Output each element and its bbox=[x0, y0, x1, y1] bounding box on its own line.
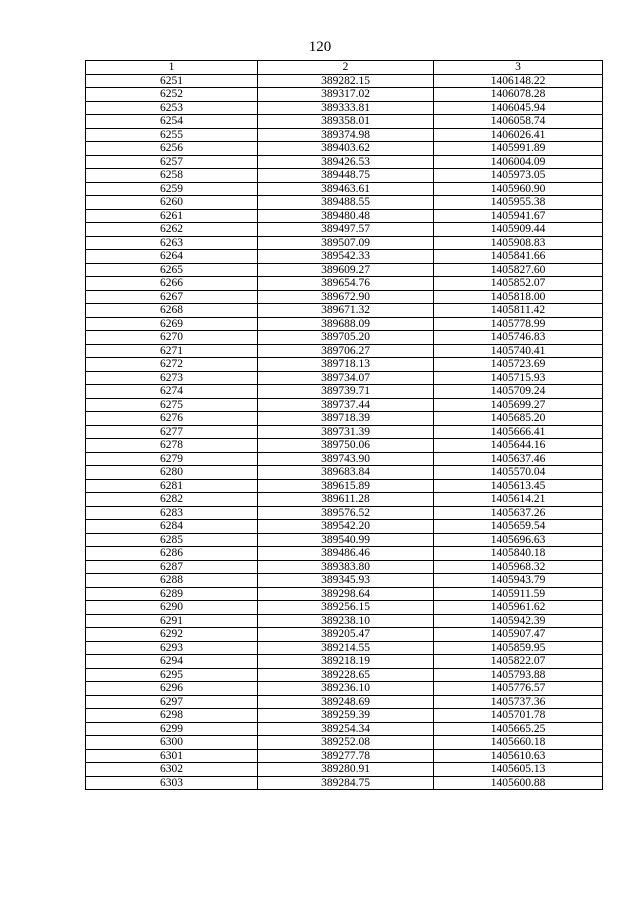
point-number-cell: 6301 bbox=[86, 749, 258, 763]
x-coordinate-cell: 389333.81 bbox=[258, 101, 434, 115]
point-number-cell: 6260 bbox=[86, 196, 258, 210]
x-coordinate-cell: 389448.75 bbox=[258, 169, 434, 183]
y-coordinate-cell: 1405840.18 bbox=[434, 547, 603, 561]
table-row bbox=[86, 169, 603, 183]
x-coordinate-cell: 389654.76 bbox=[258, 277, 434, 291]
y-coordinate-cell: 1405841.66 bbox=[434, 250, 603, 264]
x-coordinate-cell: 389259.39 bbox=[258, 709, 434, 723]
y-coordinate-cell: 1405737.36 bbox=[434, 695, 603, 709]
x-coordinate-cell: 389280.91 bbox=[258, 763, 434, 777]
x-coordinate-cell: 389214.55 bbox=[258, 641, 434, 655]
x-coordinate-cell: 389284.75 bbox=[258, 776, 434, 790]
y-coordinate-cell: 1405776.57 bbox=[434, 682, 603, 696]
y-coordinate-cell: 1405600.88 bbox=[434, 776, 603, 790]
x-coordinate-cell: 389282.15 bbox=[258, 74, 434, 88]
table-row bbox=[86, 209, 603, 223]
table-row bbox=[86, 466, 603, 480]
y-coordinate-cell: 1405660.18 bbox=[434, 736, 603, 750]
point-number-cell: 6286 bbox=[86, 547, 258, 561]
x-coordinate-cell: 389218.19 bbox=[258, 655, 434, 669]
point-number-cell: 6291 bbox=[86, 614, 258, 628]
point-number-cell: 6277 bbox=[86, 425, 258, 439]
point-number-cell: 6276 bbox=[86, 412, 258, 426]
table-row bbox=[86, 776, 603, 790]
point-number-cell: 6297 bbox=[86, 695, 258, 709]
y-coordinate-cell: 1405570.04 bbox=[434, 466, 603, 480]
y-coordinate-cell: 1405942.39 bbox=[434, 614, 603, 628]
x-coordinate-cell: 389609.27 bbox=[258, 263, 434, 277]
point-number-cell: 6272 bbox=[86, 358, 258, 372]
y-coordinate-cell: 1405793.88 bbox=[434, 668, 603, 682]
x-coordinate-cell: 389718.39 bbox=[258, 412, 434, 426]
x-coordinate-cell: 389317.02 bbox=[258, 88, 434, 102]
y-coordinate-cell: 1405907.47 bbox=[434, 628, 603, 642]
x-coordinate-cell: 389507.09 bbox=[258, 236, 434, 250]
table-body bbox=[86, 74, 603, 790]
x-coordinate-cell: 389672.90 bbox=[258, 290, 434, 304]
y-coordinate-cell: 1405613.45 bbox=[434, 479, 603, 493]
table-row bbox=[86, 331, 603, 345]
table-row bbox=[86, 479, 603, 493]
point-number-cell: 6298 bbox=[86, 709, 258, 723]
table-row bbox=[86, 101, 603, 115]
x-coordinate-cell: 389228.65 bbox=[258, 668, 434, 682]
point-number-cell: 6278 bbox=[86, 439, 258, 453]
y-coordinate-cell: 1405610.63 bbox=[434, 749, 603, 763]
point-number-cell: 6267 bbox=[86, 290, 258, 304]
point-number-cell: 6269 bbox=[86, 317, 258, 331]
x-coordinate-cell: 389480.48 bbox=[258, 209, 434, 223]
table-row bbox=[86, 614, 603, 628]
y-coordinate-cell: 1405973.05 bbox=[434, 169, 603, 183]
point-number-cell: 6257 bbox=[86, 155, 258, 169]
y-coordinate-cell: 1405614.21 bbox=[434, 493, 603, 507]
point-number-cell: 6264 bbox=[86, 250, 258, 264]
x-coordinate-cell: 389463.61 bbox=[258, 182, 434, 196]
header-row bbox=[86, 61, 603, 75]
table-row bbox=[86, 425, 603, 439]
x-coordinate-cell: 389731.39 bbox=[258, 425, 434, 439]
y-coordinate-cell: 1405778.99 bbox=[434, 317, 603, 331]
point-number-cell: 6292 bbox=[86, 628, 258, 642]
point-number-cell: 6296 bbox=[86, 682, 258, 696]
table-row bbox=[86, 223, 603, 237]
page-number: 120 bbox=[308, 39, 332, 55]
point-number-cell: 6255 bbox=[86, 128, 258, 142]
x-coordinate-cell: 389345.93 bbox=[258, 574, 434, 588]
point-number-cell: 6262 bbox=[86, 223, 258, 237]
x-coordinate-cell: 389358.01 bbox=[258, 115, 434, 129]
point-number-cell: 6299 bbox=[86, 722, 258, 736]
x-coordinate-cell: 389236.10 bbox=[258, 682, 434, 696]
table-row bbox=[86, 304, 603, 318]
table-row bbox=[86, 412, 603, 426]
table-row bbox=[86, 560, 603, 574]
point-number-cell: 6265 bbox=[86, 263, 258, 277]
point-number-cell: 6268 bbox=[86, 304, 258, 318]
point-number-cell: 6300 bbox=[86, 736, 258, 750]
table-row bbox=[86, 88, 603, 102]
y-coordinate-cell: 1405908.83 bbox=[434, 236, 603, 250]
table-row bbox=[86, 452, 603, 466]
table-row bbox=[86, 371, 603, 385]
y-coordinate-cell: 1406148.22 bbox=[434, 74, 603, 88]
y-coordinate-cell: 1405941.67 bbox=[434, 209, 603, 223]
y-coordinate-cell: 1405715.93 bbox=[434, 371, 603, 385]
x-coordinate-cell: 389254.34 bbox=[258, 722, 434, 736]
x-coordinate-cell: 389542.20 bbox=[258, 520, 434, 534]
y-coordinate-cell: 1405991.89 bbox=[434, 142, 603, 156]
x-coordinate-cell: 389739.71 bbox=[258, 385, 434, 399]
y-coordinate-cell: 1405818.00 bbox=[434, 290, 603, 304]
x-coordinate-cell: 389383.80 bbox=[258, 560, 434, 574]
table-row bbox=[86, 520, 603, 534]
table-row bbox=[86, 722, 603, 736]
x-coordinate-cell: 389750.06 bbox=[258, 439, 434, 453]
point-number-cell: 6279 bbox=[86, 452, 258, 466]
point-number-cell: 6281 bbox=[86, 479, 258, 493]
x-coordinate-cell: 389403.62 bbox=[258, 142, 434, 156]
y-coordinate-cell: 1405955.38 bbox=[434, 196, 603, 210]
point-number-cell: 6261 bbox=[86, 209, 258, 223]
point-number-cell: 6252 bbox=[86, 88, 258, 102]
column-header-2: 2 bbox=[258, 61, 434, 75]
x-coordinate-cell: 389734.07 bbox=[258, 371, 434, 385]
x-coordinate-cell: 389238.10 bbox=[258, 614, 434, 628]
y-coordinate-cell: 1405911.59 bbox=[434, 587, 603, 601]
point-number-cell: 6254 bbox=[86, 115, 258, 129]
table-row bbox=[86, 547, 603, 561]
table-row bbox=[86, 358, 603, 372]
table-row bbox=[86, 601, 603, 615]
y-coordinate-cell: 1405637.26 bbox=[434, 506, 603, 520]
y-coordinate-cell: 1405960.90 bbox=[434, 182, 603, 196]
table-row bbox=[86, 142, 603, 156]
point-number-cell: 6258 bbox=[86, 169, 258, 183]
point-number-cell: 6273 bbox=[86, 371, 258, 385]
point-number-cell: 6282 bbox=[86, 493, 258, 507]
point-number-cell: 6283 bbox=[86, 506, 258, 520]
table-row bbox=[86, 574, 603, 588]
point-number-cell: 6266 bbox=[86, 277, 258, 291]
table-row bbox=[86, 317, 603, 331]
table-row bbox=[86, 668, 603, 682]
point-number-cell: 6294 bbox=[86, 655, 258, 669]
x-coordinate-cell: 389497.57 bbox=[258, 223, 434, 237]
table-row bbox=[86, 695, 603, 709]
x-coordinate-cell: 389611.28 bbox=[258, 493, 434, 507]
x-coordinate-cell: 389743.90 bbox=[258, 452, 434, 466]
coordinates-table bbox=[85, 60, 603, 790]
table-row bbox=[86, 493, 603, 507]
table-row bbox=[86, 263, 603, 277]
table-row bbox=[86, 128, 603, 142]
table-row bbox=[86, 385, 603, 399]
y-coordinate-cell: 1406058.74 bbox=[434, 115, 603, 129]
point-number-cell: 6287 bbox=[86, 560, 258, 574]
table-row bbox=[86, 749, 603, 763]
x-coordinate-cell: 389540.99 bbox=[258, 533, 434, 547]
y-coordinate-cell: 1405852.07 bbox=[434, 277, 603, 291]
x-coordinate-cell: 389576.52 bbox=[258, 506, 434, 520]
table-row bbox=[86, 182, 603, 196]
y-coordinate-cell: 1406045.94 bbox=[434, 101, 603, 115]
y-coordinate-cell: 1405740.41 bbox=[434, 344, 603, 358]
point-number-cell: 6290 bbox=[86, 601, 258, 615]
table-row bbox=[86, 344, 603, 358]
y-coordinate-cell: 1405709.24 bbox=[434, 385, 603, 399]
point-number-cell: 6280 bbox=[86, 466, 258, 480]
y-coordinate-cell: 1405827.60 bbox=[434, 263, 603, 277]
table-row bbox=[86, 709, 603, 723]
table-row bbox=[86, 155, 603, 169]
point-number-cell: 6263 bbox=[86, 236, 258, 250]
x-coordinate-cell: 389486.46 bbox=[258, 547, 434, 561]
table-row bbox=[86, 74, 603, 88]
table-row bbox=[86, 290, 603, 304]
point-number-cell: 6275 bbox=[86, 398, 258, 412]
table-header bbox=[86, 61, 603, 75]
point-number-cell: 6288 bbox=[86, 574, 258, 588]
point-number-cell: 6251 bbox=[86, 74, 258, 88]
column-header-3: 3 bbox=[434, 61, 603, 75]
table-row bbox=[86, 641, 603, 655]
point-number-cell: 6259 bbox=[86, 182, 258, 196]
x-coordinate-cell: 389615.89 bbox=[258, 479, 434, 493]
table-row bbox=[86, 736, 603, 750]
y-coordinate-cell: 1405746.83 bbox=[434, 331, 603, 345]
table-row bbox=[86, 398, 603, 412]
x-coordinate-cell: 389705.20 bbox=[258, 331, 434, 345]
point-number-cell: 6289 bbox=[86, 587, 258, 601]
y-coordinate-cell: 1405659.54 bbox=[434, 520, 603, 534]
point-number-cell: 6302 bbox=[86, 763, 258, 777]
x-coordinate-cell: 389542.33 bbox=[258, 250, 434, 264]
table-row bbox=[86, 533, 603, 547]
table-row bbox=[86, 277, 603, 291]
x-coordinate-cell: 389298.64 bbox=[258, 587, 434, 601]
x-coordinate-cell: 389683.84 bbox=[258, 466, 434, 480]
table-row bbox=[86, 655, 603, 669]
y-coordinate-cell: 1405696.63 bbox=[434, 533, 603, 547]
y-coordinate-cell: 1405909.44 bbox=[434, 223, 603, 237]
x-coordinate-cell: 389277.78 bbox=[258, 749, 434, 763]
point-number-cell: 6295 bbox=[86, 668, 258, 682]
y-coordinate-cell: 1405961.62 bbox=[434, 601, 603, 615]
y-coordinate-cell: 1405859.95 bbox=[434, 641, 603, 655]
y-coordinate-cell: 1405701.78 bbox=[434, 709, 603, 723]
y-coordinate-cell: 1405644.16 bbox=[434, 439, 603, 453]
y-coordinate-cell: 1405822.07 bbox=[434, 655, 603, 669]
y-coordinate-cell: 1405943.79 bbox=[434, 574, 603, 588]
table-row bbox=[86, 628, 603, 642]
table-row bbox=[86, 115, 603, 129]
point-number-cell: 6271 bbox=[86, 344, 258, 358]
table-row bbox=[86, 196, 603, 210]
y-coordinate-cell: 1405637.46 bbox=[434, 452, 603, 466]
point-number-cell: 6293 bbox=[86, 641, 258, 655]
y-coordinate-cell: 1405699.27 bbox=[434, 398, 603, 412]
table-row bbox=[86, 763, 603, 777]
x-coordinate-cell: 389374.98 bbox=[258, 128, 434, 142]
x-coordinate-cell: 389718.13 bbox=[258, 358, 434, 372]
y-coordinate-cell: 1405666.41 bbox=[434, 425, 603, 439]
x-coordinate-cell: 389706.27 bbox=[258, 344, 434, 358]
point-number-cell: 6284 bbox=[86, 520, 258, 534]
x-coordinate-cell: 389671.32 bbox=[258, 304, 434, 318]
y-coordinate-cell: 1406004.09 bbox=[434, 155, 603, 169]
x-coordinate-cell: 389688.09 bbox=[258, 317, 434, 331]
table-row bbox=[86, 236, 603, 250]
x-coordinate-cell: 389488.55 bbox=[258, 196, 434, 210]
x-coordinate-cell: 389426.53 bbox=[258, 155, 434, 169]
point-number-cell: 6285 bbox=[86, 533, 258, 547]
table-row bbox=[86, 506, 603, 520]
point-number-cell: 6253 bbox=[86, 101, 258, 115]
y-coordinate-cell: 1405665.25 bbox=[434, 722, 603, 736]
x-coordinate-cell: 389256.15 bbox=[258, 601, 434, 615]
y-coordinate-cell: 1405811.42 bbox=[434, 304, 603, 318]
table-row bbox=[86, 587, 603, 601]
point-number-cell: 6274 bbox=[86, 385, 258, 399]
y-coordinate-cell: 1406078.28 bbox=[434, 88, 603, 102]
y-coordinate-cell: 1406026.41 bbox=[434, 128, 603, 142]
column-header-1: 1 bbox=[86, 61, 258, 75]
x-coordinate-cell: 389737.44 bbox=[258, 398, 434, 412]
y-coordinate-cell: 1405685.20 bbox=[434, 412, 603, 426]
x-coordinate-cell: 389205.47 bbox=[258, 628, 434, 642]
point-number-cell: 6303 bbox=[86, 776, 258, 790]
x-coordinate-cell: 389252.08 bbox=[258, 736, 434, 750]
table-row bbox=[86, 682, 603, 696]
point-number-cell: 6270 bbox=[86, 331, 258, 345]
y-coordinate-cell: 1405968.32 bbox=[434, 560, 603, 574]
x-coordinate-cell: 389248.69 bbox=[258, 695, 434, 709]
table-row bbox=[86, 250, 603, 264]
table-row bbox=[86, 439, 603, 453]
point-number-cell: 6256 bbox=[86, 142, 258, 156]
y-coordinate-cell: 1405605.13 bbox=[434, 763, 603, 777]
y-coordinate-cell: 1405723.69 bbox=[434, 358, 603, 372]
